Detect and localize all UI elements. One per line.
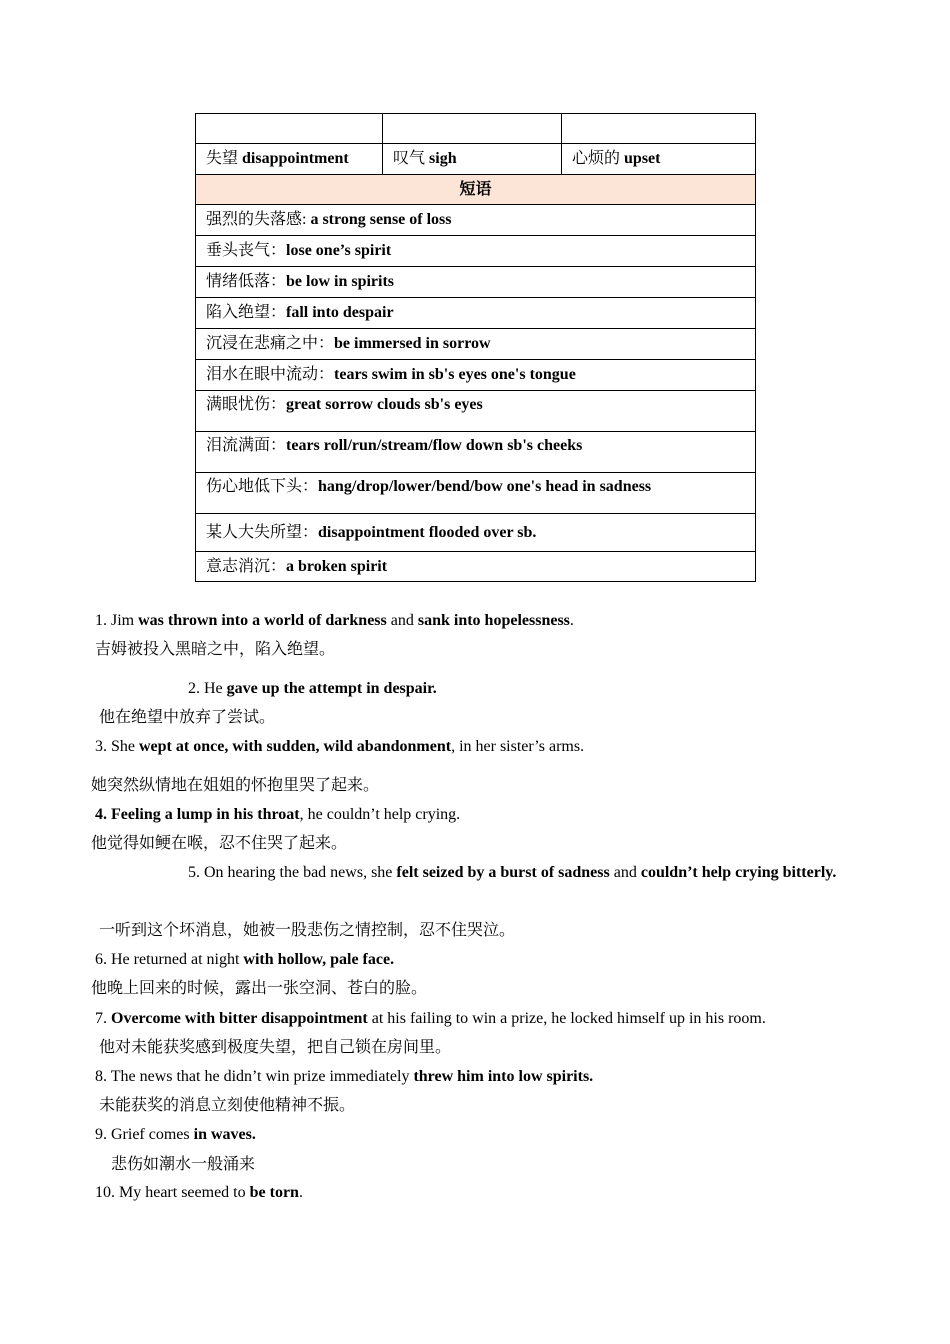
sentence-6-en: 6. He returned at night with hollow, pale face. [95,951,395,968]
word-en: disappointment [242,150,349,167]
table-cell [383,144,562,175]
sentence-9-zh: 悲伤如潮水一般涌来 [111,1156,256,1173]
table-row [196,432,756,473]
phrase-zh: 强烈的失落感: [206,211,311,228]
phrase-zh: 意志消沉： [206,557,287,575]
word-zh: 叹气 [393,150,430,167]
phrase-en: a broken spirit [286,557,388,575]
sentence-7-zh: 他对未能获奖感到极度失望，把自己锁在房间里。 [99,1039,452,1056]
phrase-cell [196,391,756,432]
word-en: sigh [429,150,457,167]
table-row [196,267,756,298]
phrases-header: 短语 [196,175,756,205]
phrase-en: tears swim in sb's eyes one's tongue [334,366,576,383]
sentence-9-en: 9. Grief comes in waves. [95,1126,256,1143]
phrase-cell [196,236,756,267]
phrase-cell [196,329,756,360]
table-cell [196,114,383,144]
phrase-en: disappointment flooded over sb. [318,523,537,541]
table-row [196,205,756,236]
phrase-zh: 伤心地低下头： [206,478,319,495]
table-cell [562,114,756,144]
table-row [196,114,756,144]
phrase-cell [196,360,756,391]
phrase-zh: 泪水在眼中流动： [206,366,335,383]
phrase-cell [196,298,756,329]
phrase-cell [196,267,756,298]
word-en: upset [624,150,661,167]
word-zh: 心烦的 [572,150,625,167]
sentence-8-en: 8. The news that he didn’t win prize immediately threw him into low spirits. [95,1068,594,1085]
table-row [196,298,756,329]
phrase-cell [196,205,756,236]
sentence-5-en: 5. On hearing the bad news, she felt seized by a burst of sadness and couldn’t help crying bitterly. [188,864,837,881]
phrase-cell [196,514,756,552]
vocabulary-table [195,113,756,582]
phrase-en: be immersed in sorrow [334,335,491,352]
table-cell [383,114,562,144]
sentence-1-en: 1. Jim was thrown into a world of darkness and sank into hopelessness. [95,612,574,629]
phrase-en: fall into despair [286,304,394,321]
phrase-zh: 沉浸在悲痛之中： [206,335,335,352]
sentence-4-zh: 他觉得如鲠在喉，忍不住哭了起来。 [91,835,348,852]
table-row [196,175,756,205]
table-row [196,236,756,267]
table-row [196,473,756,514]
table-row [196,144,756,175]
phrase-zh: 垂头丧气： [206,242,287,259]
sentence-8-zh: 未能获奖的消息立刻使他精神不振。 [99,1097,356,1114]
sentence-2-zh: 他在绝望中放弃了尝试。 [99,709,276,726]
phrase-zh: 情绪低落： [206,273,287,290]
phrase-zh: 泪流满面： [206,437,287,454]
table-cell [562,144,756,175]
sentence-3-zh: 她突然纵情地在姐姐的怀抱里哭了起来。 [91,777,380,794]
phrase-en: tears roll/run/stream/flow down sb's cheeks [286,437,583,454]
phrase-zh: 满眼忧伤： [206,396,287,413]
sentence-7-en: 7. Overcome with bitter disappointment at his failing to win a prize, he locked himself up in his room. [95,1010,766,1027]
sentence-4-en: 4. Feeling a lump in his throat, he couldn’t help crying. [95,806,461,823]
table-row [196,514,756,552]
sentence-2-en: 2. He gave up the attempt in despair. [188,680,437,697]
table-row [196,552,756,582]
word-zh: 失望 [206,150,243,167]
phrase-en: a strong sense of loss [310,211,452,228]
table-row [196,391,756,432]
phrase-en: hang/drop/lower/bend/bow one's head in sadness [318,478,652,495]
phrase-cell [196,432,756,473]
sentence-6-zh: 他晚上回来的时候，露出一张空洞、苍白的脸。 [91,980,428,997]
phrase-cell [196,473,756,514]
sentence-10-en: 10. My heart seemed to be torn. [95,1184,303,1201]
phrase-en: great sorrow clouds sb's eyes [286,396,483,413]
phrase-zh: 陷入绝望： [206,304,287,321]
table-row [196,360,756,391]
table-cell [196,144,383,175]
sentence-5-zh: 一听到这个坏消息，她被一股悲伤之情控制，忍不住哭泣。 [99,922,516,939]
table-row [196,329,756,360]
phrase-zh: 某人大失所望： [206,523,319,541]
phrase-en: lose one’s spirit [286,242,392,259]
sentence-3-en: 3. She wept at once, with sudden, wild abandonment, in her sister’s arms. [95,738,585,755]
sentence-1-zh: 吉姆被投入黑暗之中，陷入绝望。 [95,641,336,658]
phrase-cell [196,552,756,582]
phrase-en: be low in spirits [286,273,395,290]
